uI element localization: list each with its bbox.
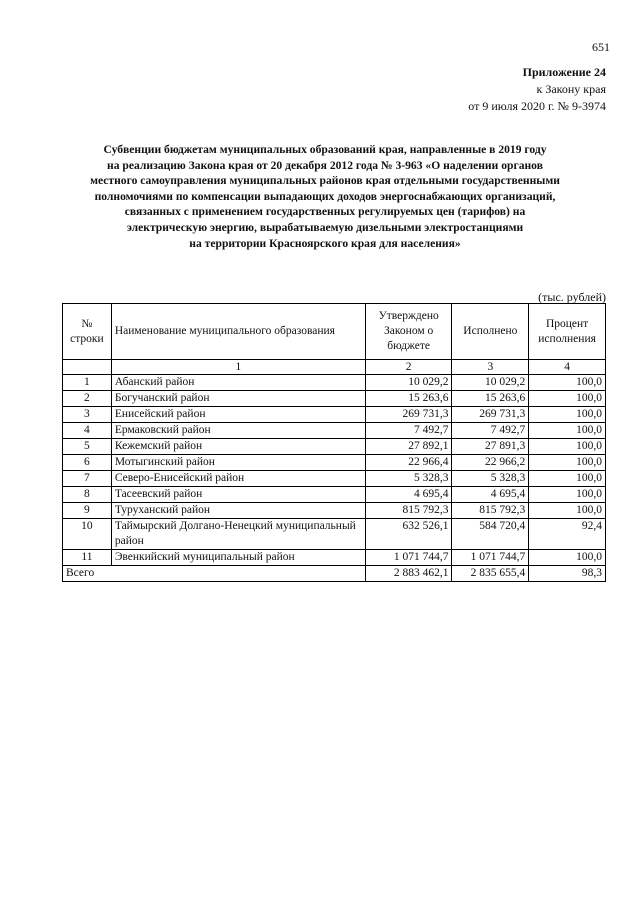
table-row — [63, 487, 606, 503]
header-row — [63, 304, 606, 360]
subventions-table — [62, 303, 606, 582]
title-line: электрическую энергию, вырабатываемую дизельными электростанциями — [126, 220, 524, 234]
total-approved: 2 883 462,1 — [365, 566, 452, 582]
cell-executed: 584 720,4 — [452, 519, 529, 550]
column-index-row — [63, 360, 606, 375]
cell-executed: 10 029,2 — [452, 375, 529, 391]
title-line: Субвенции бюджетам муниципальных образований края, направленные в 2019 году — [103, 143, 547, 156]
header-percent: Процент исполнения — [529, 304, 606, 360]
header-executed: Исполнено — [452, 304, 529, 360]
cell-executed: 1 071 744,7 — [452, 550, 529, 566]
column-index: 2 — [365, 360, 452, 375]
cell-num: 6 — [63, 455, 112, 471]
cell-percent: 100,0 — [529, 391, 606, 407]
cell-approved: 27 892,1 — [365, 439, 452, 455]
cell-percent: 92,4 — [529, 519, 606, 550]
cell-name: Богучанский район — [111, 391, 365, 407]
cell-approved: 632 526,1 — [365, 519, 452, 550]
cell-num: 3 — [63, 407, 112, 423]
cell-executed: 5 328,3 — [452, 471, 529, 487]
cell-num: 11 — [63, 550, 112, 566]
appendix-block — [468, 64, 606, 115]
cell-approved: 7 492,7 — [365, 423, 452, 439]
header-approved: Утверждено Законом о бюджете — [365, 304, 452, 360]
total-label: Всего — [63, 566, 366, 582]
title-line: на территории Красноярского края для населения» — [189, 236, 461, 250]
cell-num: 4 — [63, 423, 112, 439]
table-row — [63, 519, 606, 550]
table-row — [63, 439, 606, 455]
cell-approved: 5 328,3 — [365, 471, 452, 487]
cell-num: 8 — [63, 487, 112, 503]
table-row — [63, 550, 606, 566]
cell-approved: 4 695,4 — [365, 487, 452, 503]
column-index: 3 — [452, 360, 529, 375]
table-row — [63, 423, 606, 439]
table-row — [63, 407, 606, 423]
cell-percent: 100,0 — [529, 550, 606, 566]
cell-approved: 22 966,4 — [365, 455, 452, 471]
cell-name: Абанский район — [111, 375, 365, 391]
appendix-law-ref: к Закону края — [536, 82, 606, 96]
title-line: полномочиями по компенсации выпадающих доходов энергоснабжающих организаций, — [94, 189, 556, 203]
cell-name: Ермаковский район — [111, 423, 365, 439]
cell-num: 10 — [63, 519, 112, 550]
title-line: местного самоуправления муниципальных районов края отдельными государственными — [90, 174, 560, 188]
cell-percent: 100,0 — [529, 407, 606, 423]
total-row — [63, 566, 606, 582]
column-index: 4 — [529, 360, 606, 375]
cell-name: Таймырский Долгано-Ненецкий муниципальный район — [111, 519, 365, 550]
cell-executed: 269 731,3 — [452, 407, 529, 423]
column-index: 1 — [111, 360, 365, 375]
page-number: 651 — [592, 40, 610, 54]
cell-name: Северо-Енисейский район — [111, 471, 365, 487]
title-line: на реализацию Закона края от 20 декабря 2012 года № 3-963 «О наделении органов — [107, 158, 543, 172]
cell-num: 7 — [63, 471, 112, 487]
cell-percent: 100,0 — [529, 455, 606, 471]
cell-executed: 27 891,3 — [452, 439, 529, 455]
cell-name: Кежемский район — [111, 439, 365, 455]
cell-num: 2 — [63, 391, 112, 407]
total-percent: 98,3 — [529, 566, 606, 582]
cell-percent: 100,0 — [529, 487, 606, 503]
table-row — [63, 391, 606, 407]
cell-percent: 100,0 — [529, 439, 606, 455]
cell-num: 9 — [63, 503, 112, 519]
cell-percent: 100,0 — [529, 423, 606, 439]
table-row — [63, 503, 606, 519]
cell-name: Эвенкийский муниципальный район — [111, 550, 365, 566]
table-row — [63, 375, 606, 391]
cell-percent: 100,0 — [529, 471, 606, 487]
cell-name: Туруханский район — [111, 503, 365, 519]
cell-num: 1 — [63, 375, 112, 391]
cell-executed: 815 792,3 — [452, 503, 529, 519]
column-index-empty — [63, 360, 112, 375]
cell-executed: 22 966,2 — [452, 455, 529, 471]
cell-approved: 15 263,6 — [365, 391, 452, 407]
units-label: (тыс. рублей) — [538, 290, 606, 304]
cell-approved: 10 029,2 — [365, 375, 452, 391]
cell-percent: 100,0 — [529, 375, 606, 391]
cell-percent: 100,0 — [529, 503, 606, 519]
appendix-date: от 9 июля 2020 г. № 9-3974 — [468, 99, 606, 113]
cell-name: Тасеевский район — [111, 487, 365, 503]
cell-approved: 269 731,3 — [365, 407, 452, 423]
table-row — [63, 455, 606, 471]
cell-name: Мотыгинский район — [111, 455, 365, 471]
header-num: № строки — [63, 304, 112, 360]
appendix-title: Приложение 24 — [522, 65, 606, 79]
cell-approved: 1 071 744,7 — [365, 550, 452, 566]
cell-num: 5 — [63, 439, 112, 455]
cell-name: Енисейский район — [111, 407, 365, 423]
total-executed: 2 835 655,4 — [452, 566, 529, 582]
cell-executed: 4 695,4 — [452, 487, 529, 503]
header-name: Наименование муниципального образования — [111, 304, 365, 360]
cell-executed: 15 263,6 — [452, 391, 529, 407]
cell-executed: 7 492,7 — [452, 423, 529, 439]
cell-approved: 815 792,3 — [365, 503, 452, 519]
table-row — [63, 471, 606, 487]
document-title — [55, 142, 595, 251]
title-line: связанных с применением государственных регулируемых цен (тарифов) на — [124, 205, 526, 219]
